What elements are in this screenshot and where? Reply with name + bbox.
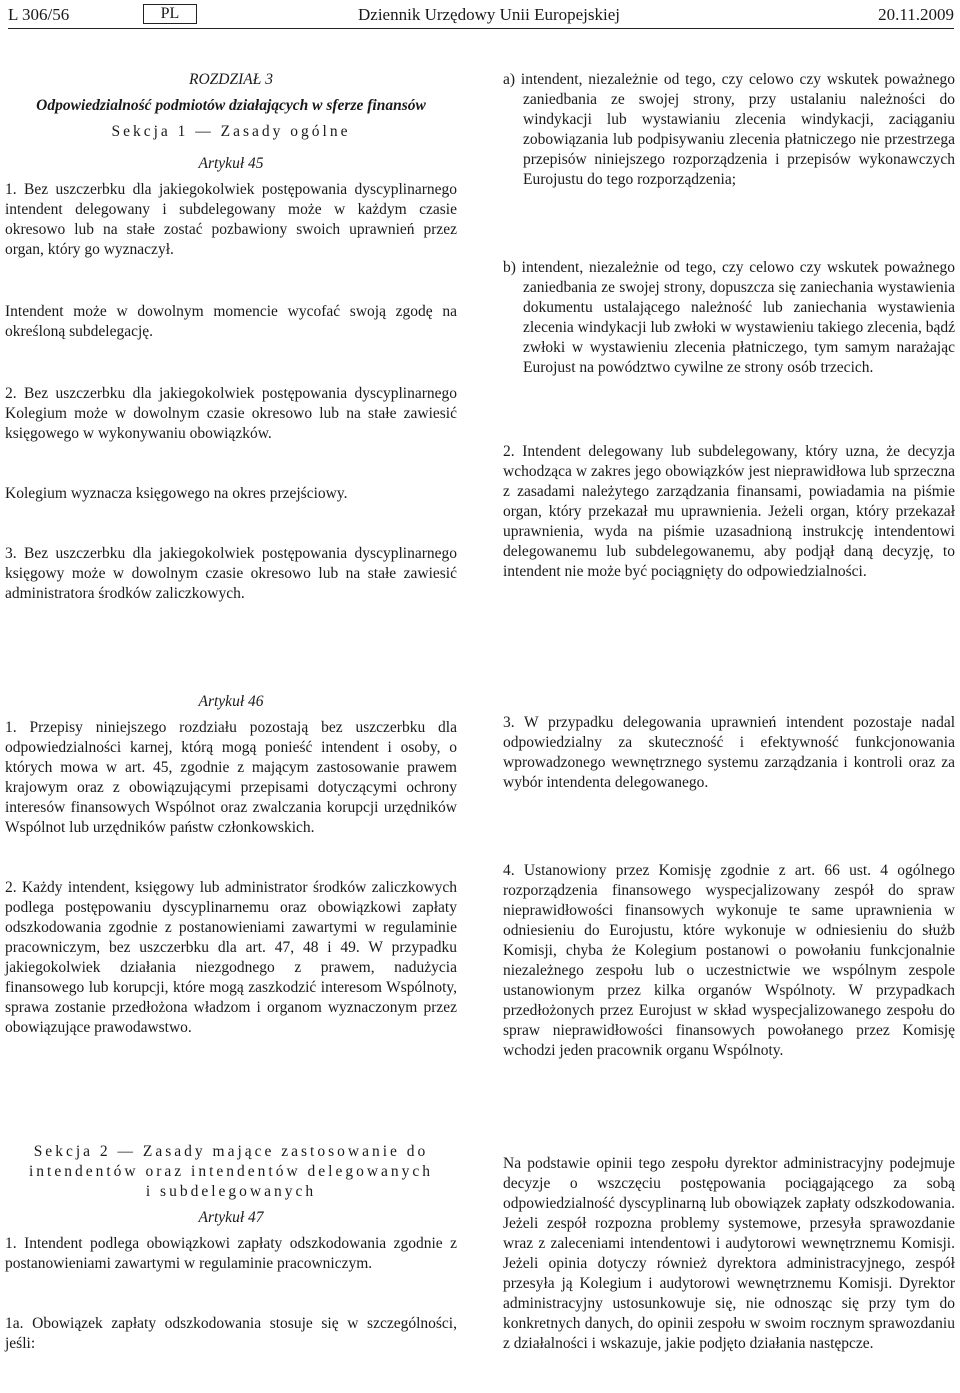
article-heading: Artykuł 45 bbox=[198, 155, 264, 172]
paragraph: Intendent może w dowolnym momencie wycofać swoją zgodę na określoną subdelegację. bbox=[5, 303, 457, 340]
paragraph: 1. Bez uszczerbku dla jakiegokolwiek postępowania dyscyplinarnego intendent delegowany i subdelegowany może w każdym czasie okresowo lub na stałe zostać pozbawiony swoich uprawnień przez organ, który go wyznaczył. bbox=[5, 181, 457, 258]
page-header bbox=[8, 4, 954, 26]
left-top-block bbox=[5, 70, 457, 604]
paragraph: 4. Ustanowiony przez Komisję zgodnie z art. 66 ust. 4 ogólnego rozporządzenia finansowego wyspecjalizowany zespół do spraw nieprawidłowości finansowych wykonuje te same uprawnienia w odniesieniu do Eurojustu, które wykonuje w odniesieniu do służb Komisji, chyba że Kolegium postanowi o powołaniu funkcjonalnie niezależnego zespołu lub o uczestnictwie we wspólnym zespole ustanowionym przez kilka organów Wspólnoty. W przypadkach przedłożonych przez Eurojust w skład wyspecjalizowanego zespołu do spraw nieprawidłowości finansowych powołanego przez Komisję wchodzi jeden pracownik organu Wspólnoty. bbox=[503, 862, 955, 1059]
paragraph: 1. Intendent podlega obowiązkowi zapłaty odszkodowania zgodnie z postanowieniami zawartymi w regulaminie pracowniczym. bbox=[5, 1235, 457, 1272]
right-bottom-block bbox=[503, 1154, 955, 1354]
paragraph: 2. Intendent delegowany lub subdelegowany, który uzna, że decyzja wchodząca w zakres jego obowiązków jest nieprawidłowa lub sprzeczna z zasadami należytego zarządzania finansami, powiadamia na piśmie organ, który przekazał mu uprawnienia. Jeżeli organ, który przekazał uprawnienia, wyda na piśmie uzasadnioną instrukcję intendentowi delegowanemu lub subdelegowanemu, aby podjął daną decyzję, to intendent nie może być pociągnięty do odpowiedzialności. bbox=[503, 443, 955, 580]
right-mid-block bbox=[503, 713, 955, 1061]
paragraph: 2. Każdy intendent, księgowy lub administrator środków zaliczkowych podlega postępowaniu dyscyplinarnemu oraz obowiązkowi zapłaty odszkodowania zgodnie z postanowieniami zawartymi w regulaminie pracowniczym, bez uszczerbku dla art. 47, 48 i 49. W przypadku jakiegokolwiek działania niezgodnego z prawem, nadużycia finansowego lub korupcji, które mogą zaszkodzić interesom Wspólnoty, sprawa zostanie przedłożona władzom i organom wyznaczonym przez obowiązujące prawodawstwo. bbox=[5, 879, 457, 1036]
header-rule bbox=[8, 28, 954, 29]
paragraph: 1. Przepisy niniejszego rozdziału pozostają bez uszczerbku dla odpowiedzialności karnej, którą mogą ponieść intendent i osoby, o których mowa w art. 45, zgodnie z mającym zastosowanie prawem krajowym oraz z obowiązującymi przepisami dotyczącymi ochrony interesów finansowych Wspólnot oraz zwalczania korupcji urzędników Wspólnot lub urzędników państw członkowskich. bbox=[5, 719, 457, 836]
paragraph: 3. Bez uszczerbku dla jakiegokolwiek postępowania dyscyplinarnego księgowy może w dowolnym czasie okresowo lub na stałe zawiesić administratora środków zaliczkowych. bbox=[5, 545, 457, 602]
paragraph: 2. Bez uszczerbku dla jakiegokolwiek postępowania dyscyplinarnego Kolegium może w dowolnym czasie okresowo lub na stałe zawiesić księgowego w wykonywaniu obowiązków. bbox=[5, 385, 457, 442]
paragraph: 1a. Obowiązek zapłaty odszkodowania stosuje się w szczególności, jeśli: bbox=[5, 1315, 457, 1352]
article-heading: Artykuł 47 bbox=[198, 1209, 264, 1226]
journal-title: Dziennik Urzędowy Unii Europejskiej bbox=[358, 5, 621, 24]
right-top-block bbox=[503, 70, 955, 582]
list-item: a) intendent, niezależnie od tego, czy celowo czy wskutek poważnego zaniedbania ze swojej strony, przy ustalaniu należności do windykacji lub wystawianiu zlecenia windykacji, zaciąganiu zobowiązania lub podpisywaniu zlecenia płatniczego nie przestrzega przepisów niniejszego rozporządzenia i przepisów wykonawczych Eurojustu do tego rozporządzenia; bbox=[503, 71, 955, 188]
left-mid-block bbox=[5, 692, 457, 1038]
publication-date: 20.11.2009 bbox=[878, 5, 954, 24]
paragraph: 3. W przypadku delegowania uprawnień intendent pozostaje nadal odpowiedzialny za skuteczność i efektywność funkcjonowania wprowadzonego wewnętrznego systemu zarządzania i kontroli oraz za wybór intendenta delegowanego. bbox=[503, 714, 955, 791]
left-bottom-block bbox=[5, 1142, 457, 1354]
section-heading: i subdelegowanych bbox=[145, 1183, 317, 1200]
section-heading: Sekcja 1 — Zasady ogólne bbox=[111, 123, 351, 140]
article-heading: Artykuł 46 bbox=[198, 693, 264, 710]
chapter-title: Odpowiedzialność podmiotów działających w sferze finansów bbox=[36, 97, 426, 114]
section-heading: Sekcja 2 — Zasady mające zastosowanie do bbox=[33, 1143, 429, 1160]
page-number: L 306/56 bbox=[8, 5, 70, 24]
chapter-heading: ROZDZIAŁ 3 bbox=[189, 71, 273, 88]
paragraph: Kolegium wyznacza księgowego na okres przejściowy. bbox=[5, 485, 348, 502]
list-item: b) intendent, niezależnie od tego, czy celowo czy wskutek poważnego zaniedbania ze swojej strony, dopuszcza się zaniechania wystawienia dokumentu ustalającego należność lub zaniechania wystawienia zlecenia windykacji lub zwłoki w wystawieniu takiego zlecenia, bądź zwłoki w wystawieniu zlecenia płatniczego, tym samym narażając Eurojust na powództwo cywilne ze strony osób trzecich. bbox=[503, 259, 955, 376]
paragraph: Na podstawie opinii tego zespołu dyrektor administracyjny podejmuje decyzje o wszczęciu postępowania pociągającego za sobą odpowiedzialność dyscyplinarną lub obowiązek zapłaty odszkodowania. Jeżeli zespół rozpozna problemy systemowe, przesyła sprawozdanie wraz z zaleceniami intendentowi i audytorowi wewnętrznemu Komisji. Jeżeli opinia dotyczy również dyrektora administracyjnego, zespół przesyła ją Kolegium i audytorowi wewnętrznemu Komisji. Dyrektor administracyjny ustosunkowuje się, nie odnosząc się przy tym do konkretnych danych, do opinii zespołu w swoim rocznym sprawozdaniu z działalności i wskazuje, jakie podjęto działania następcze. bbox=[503, 1155, 955, 1352]
section-heading: intendentów oraz intendentów delegowanych bbox=[28, 1163, 434, 1180]
language-badge: PL bbox=[143, 4, 197, 24]
